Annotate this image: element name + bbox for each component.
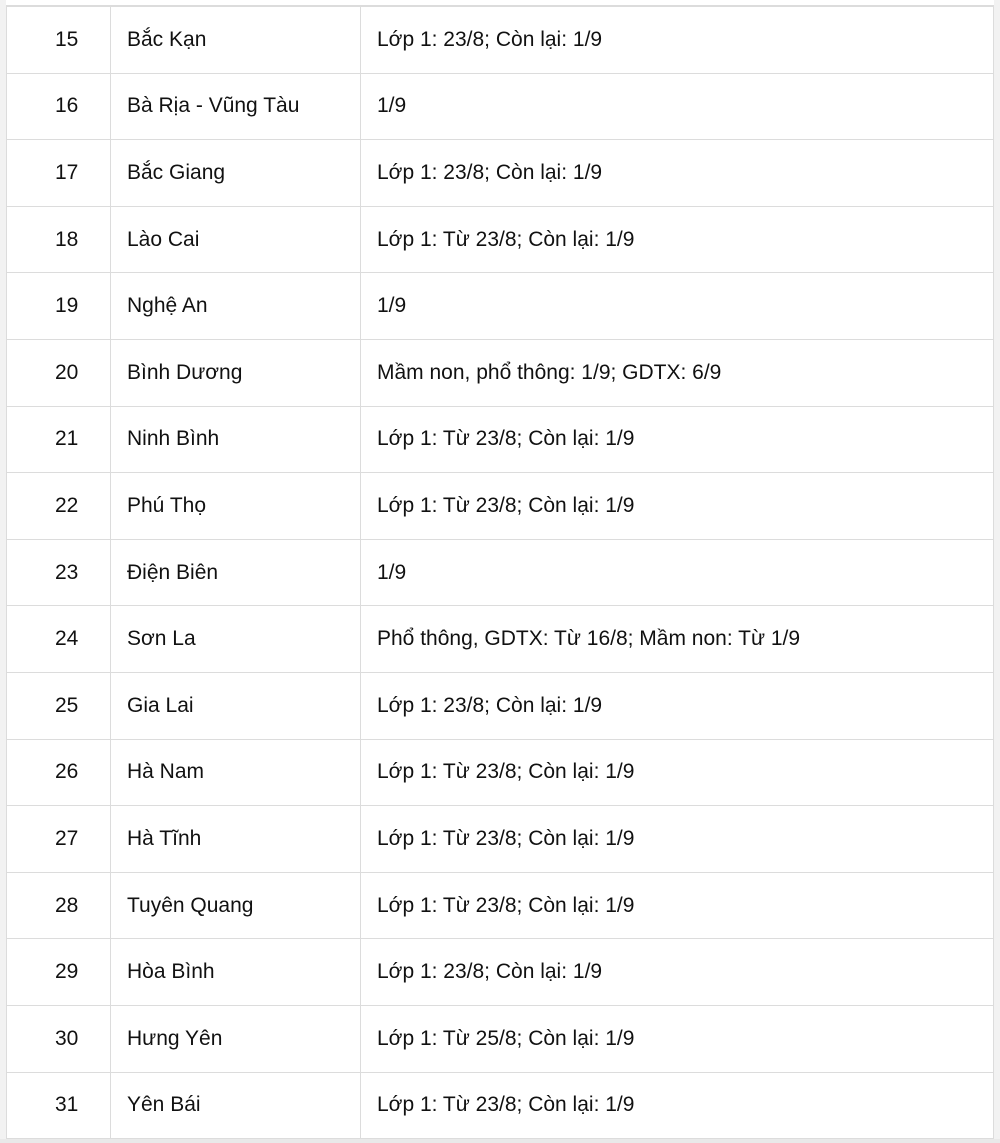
table-row <box>7 140 994 207</box>
row-number: 16 <box>7 73 111 140</box>
table-row <box>7 872 994 939</box>
start-date: Lớp 1: Từ 23/8; Còn lại: 1/9 <box>361 1072 994 1139</box>
start-date: Lớp 1: Từ 23/8; Còn lại: 1/9 <box>361 206 994 273</box>
row-number: 24 <box>7 606 111 673</box>
province-name: Nghệ An <box>111 273 361 340</box>
row-number: 15 <box>7 7 111 74</box>
province-name: Điện Biên <box>111 539 361 606</box>
table-row <box>7 273 994 340</box>
province-name: Hưng Yên <box>111 1005 361 1072</box>
start-date: Phổ thông, GDTX: Từ 16/8; Mầm non: Từ 1/9 <box>361 606 994 673</box>
start-date: Lớp 1: 23/8; Còn lại: 1/9 <box>361 140 994 207</box>
row-number: 20 <box>7 339 111 406</box>
province-name: Gia Lai <box>111 672 361 739</box>
start-date: Lớp 1: 23/8; Còn lại: 1/9 <box>361 672 994 739</box>
province-name: Hà Nam <box>111 739 361 806</box>
table-row <box>7 739 994 806</box>
row-number: 31 <box>7 1072 111 1139</box>
start-date: 1/9 <box>361 73 994 140</box>
table-row <box>7 73 994 140</box>
row-number: 26 <box>7 739 111 806</box>
schedule-table <box>6 6 994 1139</box>
row-number: 17 <box>7 140 111 207</box>
table-row <box>7 206 994 273</box>
province-name: Bắc Kạn <box>111 7 361 74</box>
province-name: Tuyên Quang <box>111 872 361 939</box>
province-name: Yên Bái <box>111 1072 361 1139</box>
bottom-page-edge <box>0 1139 1000 1143</box>
row-number: 25 <box>7 672 111 739</box>
table-row <box>7 539 994 606</box>
start-date: Lớp 1: Từ 25/8; Còn lại: 1/9 <box>361 1005 994 1072</box>
province-name: Bắc Giang <box>111 140 361 207</box>
table-row <box>7 7 994 74</box>
province-name: Lào Cai <box>111 206 361 273</box>
province-name: Phú Thọ <box>111 473 361 540</box>
table-row <box>7 473 994 540</box>
province-name: Sơn La <box>111 606 361 673</box>
start-date: Lớp 1: 23/8; Còn lại: 1/9 <box>361 7 994 74</box>
start-date: Lớp 1: 23/8; Còn lại: 1/9 <box>361 939 994 1006</box>
province-name: Hòa Bình <box>111 939 361 1006</box>
table-row <box>7 672 994 739</box>
province-name: Ninh Bình <box>111 406 361 473</box>
start-date: Lớp 1: Từ 23/8; Còn lại: 1/9 <box>361 739 994 806</box>
start-date: 1/9 <box>361 539 994 606</box>
row-number: 18 <box>7 206 111 273</box>
row-number: 21 <box>7 406 111 473</box>
table-row <box>7 406 994 473</box>
start-date: Lớp 1: Từ 23/8; Còn lại: 1/9 <box>361 806 994 873</box>
province-name: Bà Rịa - Vũng Tàu <box>111 73 361 140</box>
row-number: 28 <box>7 872 111 939</box>
row-number: 30 <box>7 1005 111 1072</box>
start-date: Mầm non, phổ thông: 1/9; GDTX: 6/9 <box>361 339 994 406</box>
table-row <box>7 806 994 873</box>
right-page-edge <box>994 0 1000 1143</box>
start-date: Lớp 1: Từ 23/8; Còn lại: 1/9 <box>361 473 994 540</box>
row-number: 27 <box>7 806 111 873</box>
table-row <box>7 1072 994 1139</box>
start-date: Lớp 1: Từ 23/8; Còn lại: 1/9 <box>361 406 994 473</box>
table-body <box>7 7 994 1139</box>
table-row <box>7 939 994 1006</box>
province-name: Hà Tĩnh <box>111 806 361 873</box>
table-row <box>7 339 994 406</box>
school-start-table <box>6 5 994 1139</box>
table-row <box>7 606 994 673</box>
start-date: 1/9 <box>361 273 994 340</box>
row-number: 23 <box>7 539 111 606</box>
row-number: 29 <box>7 939 111 1006</box>
row-number: 19 <box>7 273 111 340</box>
row-number: 22 <box>7 473 111 540</box>
start-date: Lớp 1: Từ 23/8; Còn lại: 1/9 <box>361 872 994 939</box>
table-row <box>7 1005 994 1072</box>
province-name: Bình Dương <box>111 339 361 406</box>
